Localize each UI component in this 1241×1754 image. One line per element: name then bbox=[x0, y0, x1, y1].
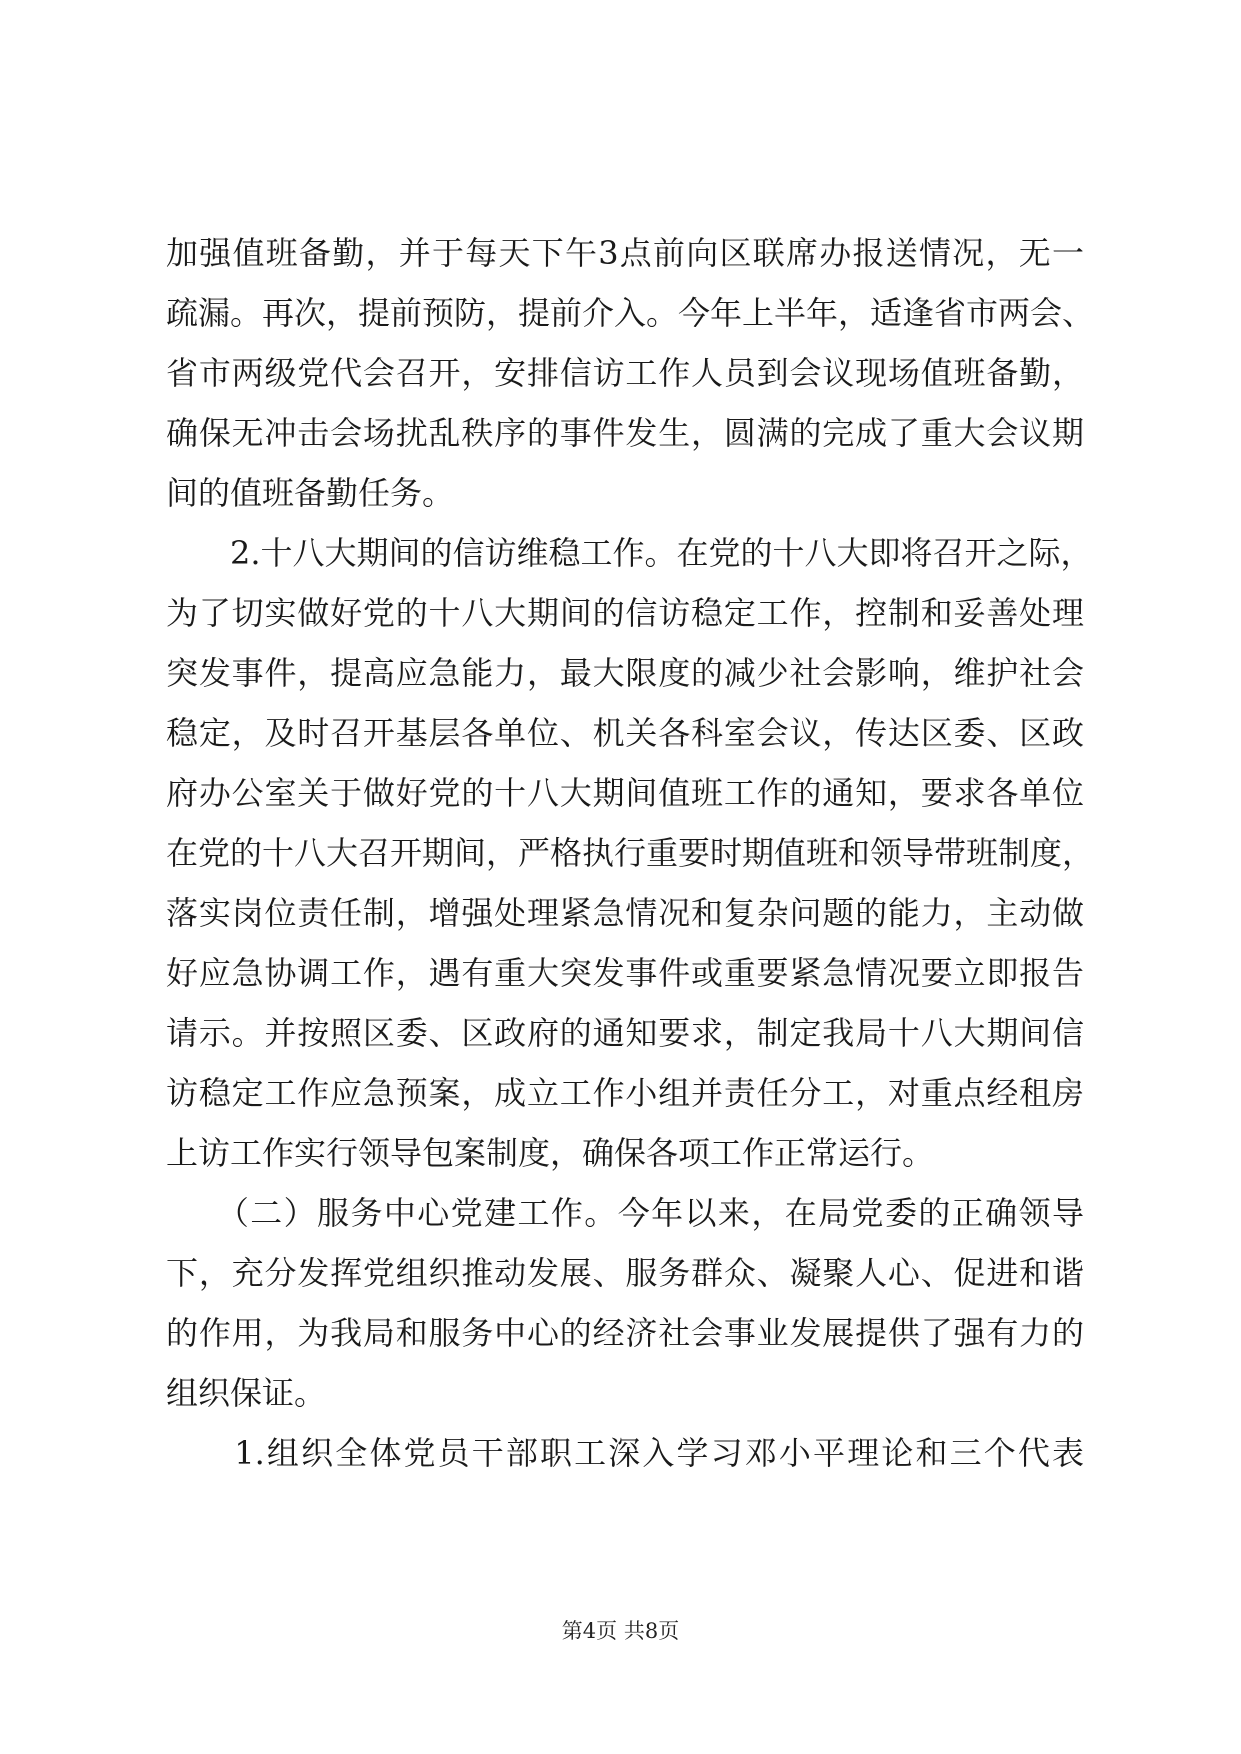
text-line: 间的值班备勤任务。 bbox=[166, 474, 455, 512]
page-footer: 第4页 共8页 bbox=[561, 1619, 680, 1643]
text-line: 好应急协调工作，遇有重大突发事件或重要紧急情况要立即报告 bbox=[166, 954, 1084, 992]
text-line: 上访工作实行领导包案制度，确保各项工作正常运行。 bbox=[166, 1134, 935, 1172]
text-line: 在党的十八大召开期间，严格执行重要时期值班和领导带班制度， bbox=[166, 834, 1095, 872]
text-line: 稳定，及时召开基层各单位、机关各科室会议，传达区委、区政 bbox=[166, 714, 1084, 752]
text-line: 突发事件，提高应急能力，最大限度的减少社会影响，维护社会 bbox=[166, 654, 1084, 692]
text-line: 为了切实做好党的十八大期间的信访稳定工作，控制和妥善处理 bbox=[166, 594, 1084, 632]
text-line: 请示。并按照区委、区政府的通知要求，制定我局十八大期间信 bbox=[166, 1014, 1084, 1052]
body-text bbox=[166, 223, 1095, 1483]
text-line: 访稳定工作应急预案，成立工作小组并责任分工，对重点经租房 bbox=[166, 1074, 1084, 1112]
text-line: 省市两级党代会召开，安排信访工作人员到会议现场值班备勤， bbox=[166, 354, 1084, 392]
text-line: 的作用，为我局和服务中心的经济社会事业发展提供了强有力的 bbox=[166, 1314, 1084, 1352]
text-line: 2.十八大期间的信访维稳工作。在党的十八大即将召开之际， bbox=[166, 534, 1093, 572]
text-line: 1.组织全体党员干部职工深入学习邓小平理论和三个代表 bbox=[166, 1434, 1084, 1472]
text-line: （二）服务中心党建工作。今年以来，在局党委的正确领导 bbox=[166, 1194, 1084, 1232]
text-line: 确保无冲击会场扰乱秩序的事件发生，圆满的完成了重大会议期 bbox=[166, 414, 1084, 452]
text-line: 组织保证。 bbox=[166, 1374, 327, 1412]
text-line: 落实岗位责任制，增强处理紧急情况和复杂问题的能力，主动做 bbox=[166, 894, 1084, 932]
text-line: 疏漏。再次，提前预防，提前介入。今年上半年，适逢省市两会、 bbox=[166, 294, 1095, 332]
text-line: 加强值班备勤，并于每天下午3点前向区联席办报送情况，无一 bbox=[166, 234, 1084, 272]
text-line: 下，充分发挥党组织推动发展、服务群众、凝聚人心、促进和谐 bbox=[166, 1254, 1084, 1292]
text-line: 府办公室关于做好党的十八大期间值班工作的通知，要求各单位 bbox=[166, 774, 1084, 812]
